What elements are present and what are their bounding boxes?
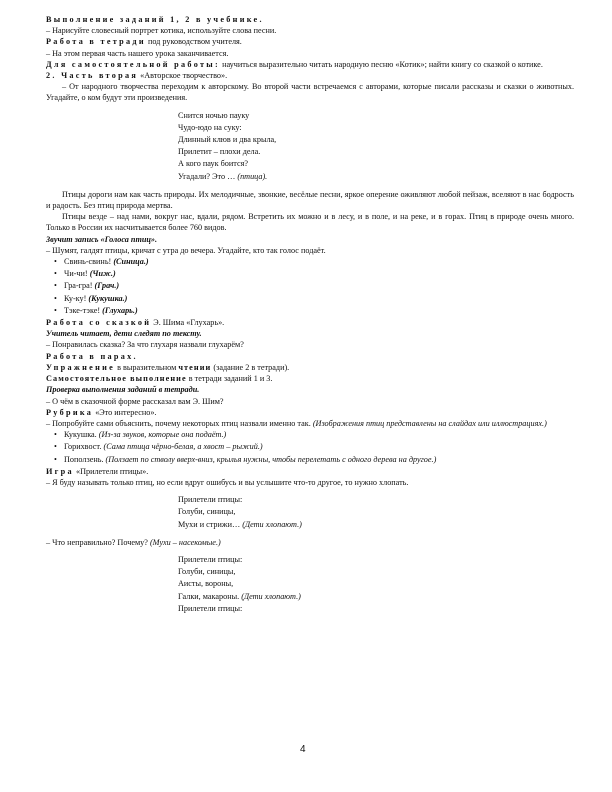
pairs-heading: Работа в парах. (46, 351, 138, 361)
poem-line: Прилетит – плохи дела. (178, 147, 261, 157)
part-two-heading: 2. Часть вторая «Авторское творчество». (46, 71, 228, 81)
game-heading: Игра «Прилетели птицы». (46, 466, 149, 476)
task-heading: Выполнение заданий 1, 2 в учебнике. (46, 15, 264, 24)
list-item: • Гра-гра! (Грач.) (54, 280, 574, 292)
list-item: • Горихвост. (Сама птица чёрно-белая, а хвост – рыжий.) (54, 441, 574, 453)
poem-line: Чудо-юдо на суку: (178, 122, 242, 132)
poem-line: Прилетели птицы: (178, 603, 243, 613)
poem-line: Прилетели птицы: (178, 554, 243, 564)
exercise-line: Упражнение в выразительном чтении (задание 2 в тетради). (46, 362, 290, 372)
poem-line: Голуби, синицы, (178, 567, 236, 577)
poem-line: Прилетели птицы: (178, 495, 243, 505)
poem-line: Снится ночью пауку (178, 110, 250, 120)
game-instruction: – Я буду называть только птиц, но если вдруг ошибусь и вы услышите что-то другое, то нужно хлопать. (46, 477, 409, 487)
bird-sounds-list (46, 256, 574, 317)
wrong-question: – Что неправильно? Почему? (Мухи – насекомые.) (46, 537, 221, 547)
page-content (46, 14, 574, 621)
check-note: Проверка выполнения заданий в тетради. (46, 385, 200, 395)
list-item: • Ку-ку! (Кукушка.) (54, 293, 574, 305)
self-exec-line: Самостоятельное выполнение в тетради заданий 1 и 3. (46, 374, 273, 384)
poem-line: Голуби, синицы, (178, 507, 236, 517)
rubric-heading: Рубрика «Это интересно». (46, 407, 157, 417)
birds-paragraph-1: Птицы дороги нам как часть природы. Их мелодичные, звонкие, весёлые песни, яркое оперение оживляют любой пейзаж, вселяют в нас бодрость и радость. Без птиц природа мертва. (46, 189, 574, 211)
poem-line: Мухи и стрижи… (Дети хлопают.) (178, 519, 302, 529)
tale-question: – Понравилась сказка? За что глухаря назвали глухарём? (46, 340, 244, 350)
game-poem-1 (178, 494, 574, 531)
poem-line: Аисты, вороны, (178, 579, 234, 589)
poem-line: Угадали? Это … (птица). (178, 171, 268, 181)
audio-note: Звучит запись «Голоса птиц». (46, 234, 158, 244)
teacher-note: Учитель читает, дети следят по тексту. (46, 329, 202, 339)
game-poem-2 (178, 554, 574, 615)
birds-paragraph-2: Птицы везде – над нами, вокруг нас, вдали, рядом. Встретить их можно и в лесу, и в поле, и на реке, и в горах. Птиц в природе очень много. Только в России их насчитывается более 760 видов. (46, 212, 574, 233)
list-item: • Тэке-тэке! (Глухарь.) (54, 305, 574, 317)
shim-question: – О чём в сказочной форме рассказал вам Э. Шим? (46, 396, 224, 406)
list-item: • Чи-чи! (Чиж.) (54, 268, 574, 280)
poem-line: А кого паук боится? (178, 159, 248, 169)
list-item: • Свинь-свинь! (Синица.) (54, 256, 574, 268)
list-item: • Поползень. (Ползает по стволу вверх-вниз, крылья нужны, чтобы перелетать с одного дерева на другое.) (54, 454, 574, 466)
part-end-line: – На этом первая часть нашего урока заканчивается. (46, 48, 229, 58)
names-question: – Попробуйте сами объяснить, почему некоторых птиц назвали именно так. (Изображения птиц представлены на слайдах или иллюстрациях.) (46, 418, 547, 428)
riddle-poem (178, 110, 574, 183)
workbook-line: Работа в тетради под руководством учителя. (46, 37, 242, 47)
poem-line: Галки, макароны. (Дети хлопают.) (178, 591, 301, 601)
list-item: • Кукушка. (Из-за звуков, которые она подаёт.) (54, 429, 574, 441)
part-two-intro: – От народного творчества переходим к авторскому. Во второй части встречаемся с авторами, которые писали рассказы и сказки о животных. Угадайте, о ком будут эти произведения. (46, 82, 574, 103)
guess-question: – Шумят, галдят птицы, кричат с утра до вечера. Угадайте, кто так голос подаёт. (46, 245, 326, 255)
bird-names-list (46, 429, 574, 466)
poem-line: Длинный клюв и два крыла, (178, 135, 277, 145)
self-work-line: Для самостоятельной работы: научиться выразительно читать народную песню «Котик»; найти книгу со сказкой о котике. (46, 59, 543, 69)
page-number: 4 (300, 744, 306, 755)
portrait-instruction: – Нарисуйте словесный портрет котика, используйте слова песни. (46, 26, 277, 36)
tale-heading: Работа со сказкой Э. Шима «Глухарь». (46, 318, 225, 328)
